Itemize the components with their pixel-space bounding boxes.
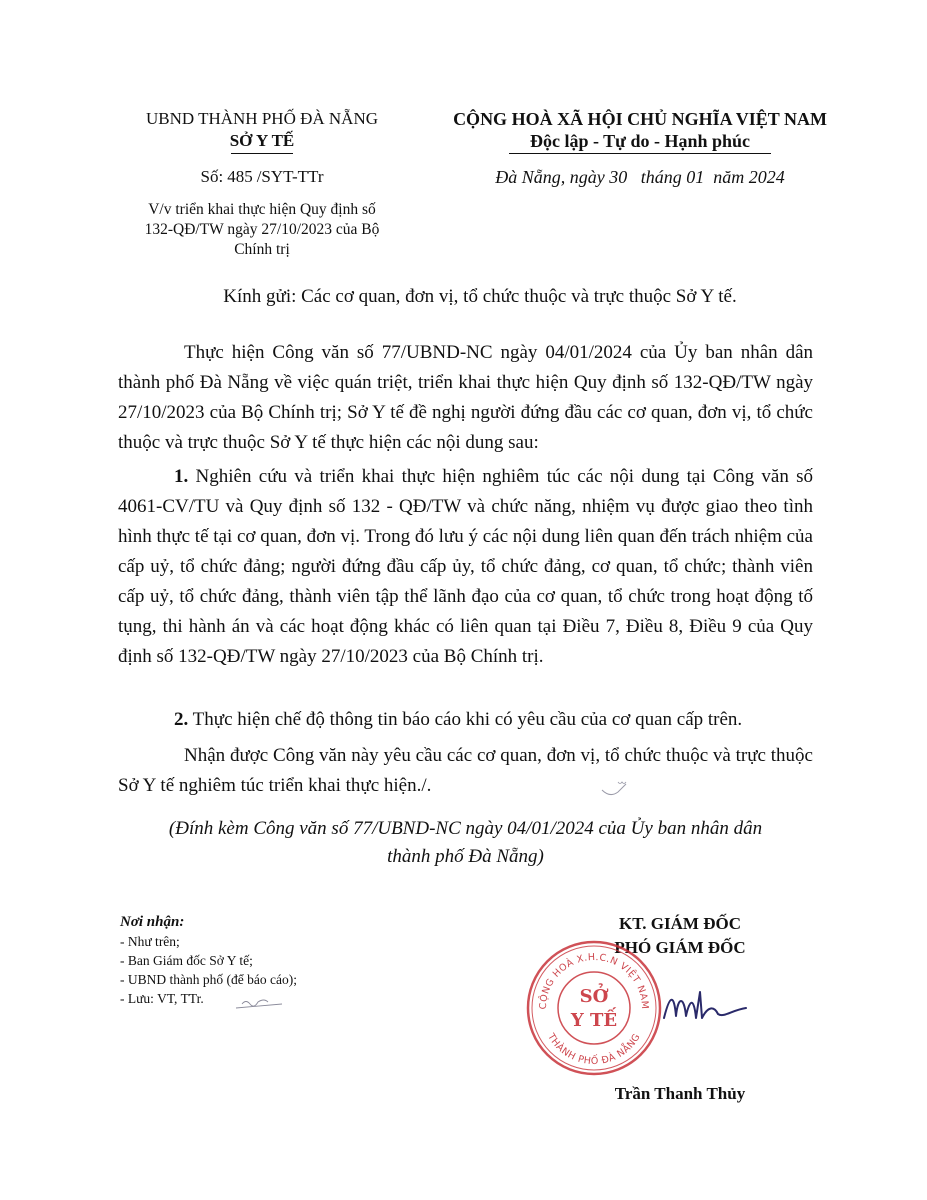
subject-line: Chính trị xyxy=(234,241,290,258)
signer-name: Trần Thanh Thủy xyxy=(614,1084,746,1103)
receivers-block xyxy=(120,912,420,1008)
attachment-line: thành phố Đà Nẵng) xyxy=(387,846,544,867)
item-2-paragraph xyxy=(118,705,813,735)
motto-underline xyxy=(509,153,771,154)
subject-line: 132-QĐ/TW ngày 27/10/2023 của Bộ xyxy=(144,221,380,238)
clerk-initial-icon xyxy=(234,996,286,1014)
document-number-suffix: /SYT-TTr xyxy=(256,167,324,186)
item-1-text: Nghiên cứu và triển khai thực hiện nghiêm túc các nội dung tại Công văn số 4061-CV/TU và Quy định số 132 - QĐ/TW và chức năng, nhiệm vụ được giao theo tình hình thực tế tại cơ quan, đơn vị. Trong đó lưu ý các nội dung liên quan đến trách nhiệm của cấp uỷ, tổ chức đảng; người đứng đầu cấp ủy, tổ chức đảng, cơ quan, tổ chức; thành viên cấp uỷ, tổ chức đảng, thành viên tập thể lãnh đạo của cơ quan, tổ chức trong hoạt động tố tụng, thi hành án và các hoạt động khác có liên quan tại Điều 7, Điều 8, Điều 9 của Quy định số 132-QĐ/TW ngày 27/10/2023 của Bộ Chính trị. xyxy=(118,466,814,667)
handwritten-signature-icon xyxy=(660,988,750,1028)
seal-center-line-2: Y TẾ xyxy=(570,1010,618,1031)
country-name: CỘNG HOÀ XÃ HỘI CHỦ NGHĨA VIỆT NAM xyxy=(453,109,827,129)
seal-center-line-1: SỞ xyxy=(579,986,609,1007)
date-line xyxy=(420,166,860,188)
department-underline xyxy=(231,153,293,154)
signature-title-2: PHÓ GIÁM ĐỐC xyxy=(614,938,746,957)
item-1-paragraph xyxy=(118,462,813,672)
closing-text: Nhận được Công văn này yêu cầu các cơ quan, đơn vị, tổ chức thuộc và trực thuộc Sở Y tế nghiêm túc triển khai thực hiện./. xyxy=(118,745,813,796)
attachment-note xyxy=(118,815,813,871)
item-2-text: Thực hiện chế độ thông tin báo cáo khi có yêu cầu của cơ quan cấp trên. xyxy=(192,709,743,730)
item-2-number: 2. xyxy=(174,709,189,730)
svg-text:THÀNH PHỐ ĐÀ NẴNG xyxy=(545,1031,643,1067)
issuing-agency-block xyxy=(112,108,412,260)
recipient-line: Kính gửi: Các cơ quan, đơn vị, tổ chức thuộc và trực thuộc Sở Y tế. xyxy=(223,286,737,307)
date-month: tháng 01 xyxy=(640,167,705,187)
seal-top-text: CỘNG HOÀ X.H.C.N VIỆT NAM xyxy=(537,951,651,1010)
national-header-block xyxy=(420,108,860,188)
agency-name: UBND THÀNH PHỐ ĐÀ NẴNG xyxy=(145,109,379,128)
receiver-item: - Lưu: VT, TTr. xyxy=(120,991,204,1006)
official-seal-icon xyxy=(524,938,664,1078)
date-year: năm 2024 xyxy=(713,167,785,187)
subject-line: V/v triển khai thực hiện Quy định số xyxy=(148,201,376,218)
date-place: Đà Nẵng, ngày 30 xyxy=(495,167,628,187)
document-number-prefix: Số: xyxy=(200,167,224,186)
document-number-value: 485 xyxy=(227,167,253,186)
intro-paragraph xyxy=(118,338,813,458)
department-name: SỞ Y TẾ xyxy=(229,131,295,150)
signature-title-1: KT. GIÁM ĐỐC xyxy=(619,914,741,933)
document-number xyxy=(112,166,412,188)
seal-bottom-text: THÀNH PHỐ ĐÀ NẴNG xyxy=(545,1031,643,1068)
initial-mark-icon xyxy=(600,778,628,800)
document-subject xyxy=(112,200,412,260)
intro-text: Thực hiện Công văn số 77/UBND-NC ngày 04/01/2024 của Ủy ban nhân dân thành phố Đà Nẵng về việc quán triệt, triển khai thực hiện Quy định số 132-QĐ/TW ngày 27/10/2023 của Bộ Chính trị; Sở Y tế đề nghị người đứng đầu các cơ quan, đơn vị, tổ chức thuộc và trực thuộc Sở Y tế thực hiện các nội dung sau: xyxy=(118,342,813,453)
receivers-title: Nơi nhận: xyxy=(120,914,185,930)
item-1-number: 1. xyxy=(174,466,189,487)
closing-paragraph xyxy=(118,741,813,801)
attachment-line: (Đính kèm Công văn số 77/UBND-NC ngày 04/01/2024 của Ủy ban nhân dân xyxy=(168,818,763,839)
receiver-item: - Ban Giám đốc Sở Y tế; xyxy=(120,953,253,968)
national-motto: Độc lập - Tự do - Hạnh phúc xyxy=(529,131,751,151)
receiver-item: - UBND thành phố (để báo cáo); xyxy=(120,972,297,987)
receiver-item: - Như trên; xyxy=(120,934,180,949)
